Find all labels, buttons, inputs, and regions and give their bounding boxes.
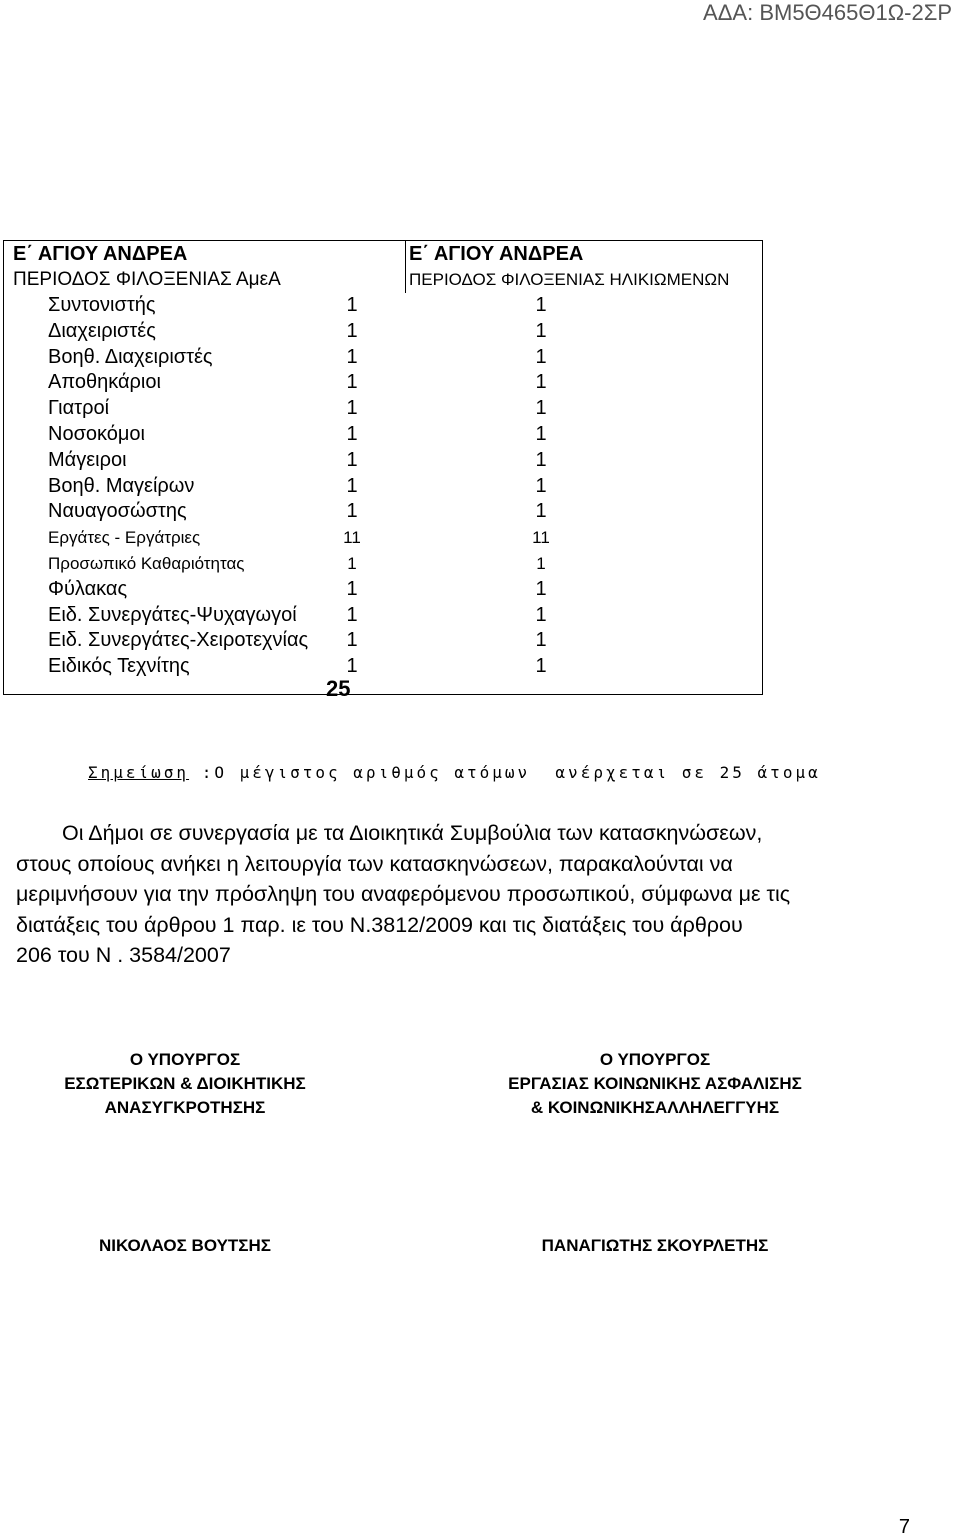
- paragraph-line: μεριμνήσουν για την πρόσληψη του αναφερόμενου προσωπικού, σύμφωνα με τις: [16, 882, 791, 906]
- row-label: Διαχειριστές: [48, 319, 156, 342]
- table-row: [4, 525, 762, 551]
- amea-count: 1: [346, 448, 358, 471]
- row-label: Νοσοκόμοι: [48, 423, 146, 445]
- row-label: Προσωπικό Καθαριότητας: [48, 554, 245, 573]
- signature-title: Ο ΥΠΟΥΡΓΟΣ: [599, 1050, 711, 1069]
- elderly-count: 1: [536, 554, 546, 573]
- paragraph-line: Οι Δήμοι σε συνεργασία με τα Διοικητικά Συμβούλια των κατασκηνώσεων,: [62, 821, 763, 845]
- table-row: [4, 422, 762, 448]
- row-label: Ειδ. Συνεργάτες-Ψυχαγωγοί: [48, 603, 297, 626]
- amea-count: 1: [346, 474, 358, 497]
- signature-block-labour: [470, 1048, 840, 1258]
- paragraph-line: 206 του Ν . 3584/2007: [16, 943, 231, 967]
- amea-count: 1: [346, 294, 358, 316]
- note: [88, 763, 821, 782]
- left-period-title: ΠΕΡΙΟΔΟΣ ΦΙΛΟΞΕΝΙΑΣ ΑμεΑ: [13, 269, 281, 290]
- elderly-count: 1: [535, 500, 547, 523]
- ada-code: ΑΔΑ: ΒΜ5Θ465Θ1Ω-2ΣΡ: [703, 0, 952, 25]
- table-row: [4, 628, 762, 654]
- row-label: Μάγειροι: [48, 448, 127, 471]
- row-label: Συντονιστής: [48, 294, 156, 316]
- row-label: Ναυαγοσώστης: [48, 500, 187, 523]
- right-camp-title: Ε΄ ΑΓΙΟΥ ΑΝΔΡΕΑ: [409, 243, 584, 265]
- table-row: [4, 345, 762, 371]
- elderly-count: 1: [535, 294, 547, 316]
- table-row: [4, 319, 762, 345]
- table-row: [4, 551, 762, 577]
- elderly-count: 1: [535, 319, 547, 342]
- staff-table: [3, 240, 763, 701]
- right-period-title: ΠΕΡΙΟΔΟΣ ΦΙΛΟΞΕΝΙΑΣ ΗΛΙΚΙΩΜΕΝΩΝ: [409, 270, 730, 289]
- row-label: Φύλακας: [48, 577, 128, 600]
- right-column-header: [409, 241, 729, 293]
- amea-count: 1: [346, 319, 358, 342]
- amea-count: 1: [347, 554, 357, 573]
- row-label: Βοηθ. Διαχειριστές: [48, 345, 213, 368]
- amea-count: 1: [346, 371, 358, 394]
- amea-count: 1: [346, 577, 358, 600]
- elderly-count: 1: [535, 397, 547, 420]
- amea-count: 1: [346, 397, 358, 420]
- row-label: Αποθηκάριοι: [48, 371, 161, 394]
- elderly-count: 1: [535, 423, 547, 445]
- amea-count: 1: [346, 603, 358, 626]
- signature-ministry: & ΚΟΙΝΩΝΙΚΗΣΑΛΛΗΛΕΓΓΥΗΣ: [530, 1098, 780, 1117]
- signature-ministry: ΕΡΓΑΣΙΑΣ ΚΟΙΝΩΝΙΚΗΣ ΑΣΦΑΛΙΣΗΣ: [508, 1074, 802, 1093]
- amea-count: 1: [346, 345, 358, 368]
- amea-count: 1: [346, 629, 358, 652]
- body-paragraph: [16, 818, 926, 971]
- signature-block-interior: [10, 1048, 360, 1258]
- elderly-count: 11: [532, 528, 550, 548]
- elderly-count: 1: [535, 577, 547, 600]
- note-label: Σημείωση: [88, 763, 190, 782]
- table-row: [4, 654, 762, 680]
- signature-title: Ο ΥΠΟΥΡΓΟΣ: [129, 1050, 241, 1069]
- amea-count: 11: [343, 528, 361, 548]
- paragraph-line: στους οποίους ανήκει η λειτουργία των κατασκηνώσεων, παρακαλούνται να: [16, 851, 733, 876]
- elderly-count: 1: [535, 655, 547, 678]
- column-divider: [405, 241, 406, 293]
- table-row: [4, 577, 762, 603]
- amea-count: 1: [346, 655, 358, 678]
- table-row: [4, 603, 762, 629]
- left-camp-title: Ε΄ ΑΓΙΟΥ ΑΝΔΡΕΑ: [13, 243, 188, 265]
- elderly-count: 1: [535, 345, 547, 368]
- table-row: [4, 370, 762, 396]
- total-count: 25: [326, 676, 351, 701]
- row-label: Ειδικός Τεχνίτης: [48, 655, 190, 678]
- amea-count: 1: [346, 500, 358, 523]
- elderly-count: 1: [535, 474, 547, 497]
- row-label: Ειδ. Συνεργάτες-Χειροτεχνίας: [48, 629, 309, 652]
- table-row: [4, 448, 762, 474]
- signatory-name: ΠΑΝΑΓΙΩΤΗΣ ΣΚΟΥΡΛΕΤΗΣ: [541, 1236, 769, 1255]
- amea-count: 1: [346, 423, 358, 445]
- row-label: Βοηθ. Μαγείρων: [48, 474, 195, 497]
- paragraph-line: διατάξεις του άρθρου 1 παρ. ιε του Ν.3812/2009 και τις διατάξεις του άρθρου: [16, 912, 743, 937]
- signatory-name: ΝΙΚΟΛΑΟΣ ΒΟΥΤΣΗΣ: [98, 1236, 271, 1255]
- table-row: [4, 499, 762, 525]
- elderly-count: 1: [535, 371, 547, 394]
- row-label: Εργάτες - Εργάτριες: [48, 528, 201, 548]
- note-text: :Ο μέγιστος αριθμός ατόμων ανέρχεται σε 25 άτομα: [201, 763, 821, 782]
- signature-ministry: ΑΝΑΣΥΓΚΡΟΤΗΣΗΣ: [104, 1098, 266, 1117]
- row-label: Γιατροί: [48, 397, 110, 420]
- page-number: 7: [898, 1516, 910, 1538]
- table-row: [4, 396, 762, 422]
- elderly-count: 1: [535, 448, 547, 471]
- table-row: [4, 293, 762, 319]
- elderly-count: 1: [535, 629, 547, 652]
- left-column-header: [13, 241, 281, 293]
- elderly-count: 1: [535, 603, 547, 626]
- table-row: [4, 474, 762, 500]
- signature-ministry: ΕΣΩΤΕΡΙΚΩΝ & ΔΙΟΙΚΗΤΙΚΗΣ: [64, 1074, 306, 1093]
